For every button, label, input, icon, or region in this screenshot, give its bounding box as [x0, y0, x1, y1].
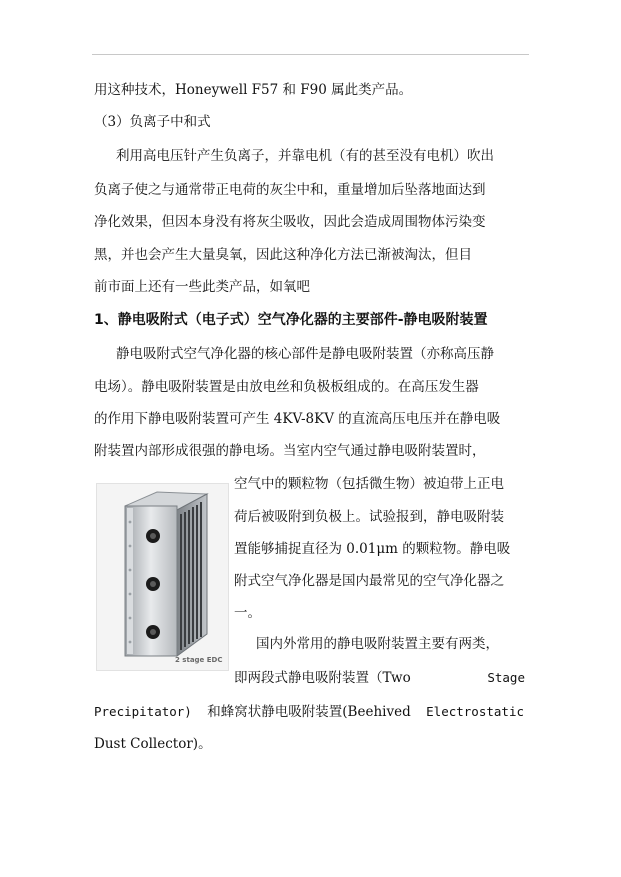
paragraph-line: 用这种技术，Honeywell F57 和 F90 属此类产品。 — [94, 82, 413, 98]
paragraph-line: 电场）。静电吸附装置是由放电丝和负极板组成的。在高压发生器 — [94, 379, 479, 395]
paragraph-line: 静电吸附式空气净化器的核心部件是静电吸附装置（亦称高压静 — [116, 346, 494, 362]
paragraph-line: 一。 — [234, 605, 261, 621]
paragraph-line — [234, 668, 525, 688]
paragraph-line: 的作用下静电吸附装置可产生 4KV-8KV 的直流高压电压并在静电吸 — [94, 411, 501, 427]
subheading-negative-ion: （3）负离子中和式 — [94, 114, 211, 130]
paragraph-line: 负离子使之与通常带正电荷的灰尘中和，重量增加后坠落地面达到 — [94, 182, 486, 198]
line-segment: Electrostatic — [426, 704, 524, 719]
paragraph-line: 前市面上还有一些此类产品，如氧吧 — [94, 279, 310, 295]
paragraph-line: 空气中的颗粒物（包括微生物）被迫带上正电 — [234, 476, 504, 492]
paragraph-line: 荷后被吸附到负极上。试验报到，静电吸附装 — [234, 509, 504, 525]
paragraph-line: 附式空气净化器是国内最常见的空气净化器之 — [234, 573, 504, 589]
insulator-knob-icon — [146, 529, 160, 543]
paragraph-line: 利用高电压针产生负离子，并靠电机（有的甚至没有电机）吹出 — [116, 148, 494, 164]
paragraph-line: 附装置内部形成很强的静电场。当室内空气通过静电吸附装置时， — [94, 443, 486, 459]
paragraph-line — [94, 702, 524, 722]
insulator-knob-icon — [146, 577, 160, 591]
paragraph-line: 黑，并也会产生大量臭氧，因此这种净化方法已渐被淘汰，但目 — [94, 247, 472, 263]
section-heading: 1、静电吸附式（电子式）空气净化器的主要部件-静电吸附装置 — [94, 312, 488, 328]
line-segment: Stage — [487, 670, 525, 685]
line-segment: 和蜂窝状静电吸附装置(Beehived — [207, 704, 411, 720]
electrostatic-precipitator-image — [96, 483, 229, 671]
paragraph-line: Dust Collector)。 — [94, 736, 212, 752]
paragraph-line: 置能够捕捉直径为 0.01μm 的颗粒物。静电吸 — [234, 541, 511, 557]
header-rule — [92, 54, 529, 55]
insulator-knob-icon — [146, 625, 160, 639]
precipitator-illustration — [97, 484, 228, 670]
paragraph-line: 国内外常用的静电吸附装置主要有两类， — [256, 636, 499, 652]
figure-caption: 2 stage EDC — [175, 656, 223, 664]
line-segment: 即两段式静电吸附装置（Two — [234, 670, 411, 686]
paragraph-line: 净化效果，但因本身没有将灰尘吸收，因此会造成周围物体污染变 — [94, 214, 486, 230]
line-segment: Precipitator) — [94, 704, 192, 719]
